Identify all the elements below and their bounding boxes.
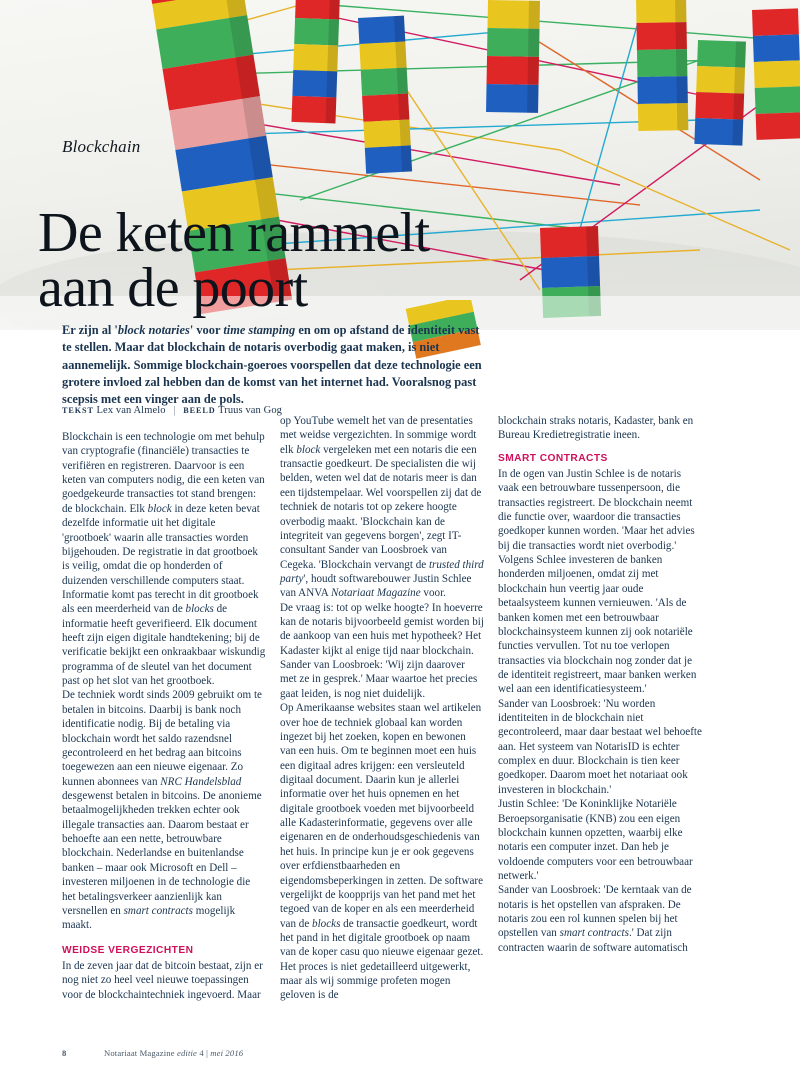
article-body xyxy=(62,415,742,1030)
footer-date: mei 2016 xyxy=(210,1048,244,1058)
headline-line-1: De keten rammelt xyxy=(38,201,430,264)
column-2 xyxy=(280,414,484,1003)
section-heading-smart-contracts: SMART CONTRACTS xyxy=(498,452,608,464)
col1-paragraph-1: Blockchain is een technologie om met behulp van cryptografie (financiële) transacties te verifiëren en registreren. Daarvoor is een keten van computers nodig, die een keten van goedgekeurde transacties tot stand brengen: de blockchain. Elk block in deze keten bevat dezelfde informatie uit het digitale 'grootboek' waarin alle transacties worden bijgehouden. De registratie in dat grootboek is veilig, omdat die op honderden of duizenden verschillende computers staat. Informatie komt pas terecht in dit grootboek als een meerderheid van de blocks de informatie heeft geverifieerd. Elk document heeft zijn eigen digitale handtekening; bij de verificatie bekijkt een onkraakbaar wiskundig programma of de sleutel van het document past op het slot van het grootboek. xyxy=(62,431,266,688)
headline-line-2: aan de poort xyxy=(38,256,308,319)
col3-paragraph-2: Sander van Loosbroek: 'Nu worden identiteiten in de blockchain niet gecontroleerd, maar daar bestaat wel behoefte aan. Het systeem van NotarisID is echter complex en duur. Blockchain is tien keer goedkoper. Daarom moet het notariaat ook investeren in blockchain.' xyxy=(498,697,702,796)
col1-paragraph-2: De techniek wordt sinds 2009 gebruikt om te betalen in bitcoins. Daarbij is bank noch identificatie nodig. Bij de betaling via blockchain wordt het saldo razendsnel gecontroleerd en het bedrag aan bitcoins toegewezen aan een nieuwe eigenaar. Zo kunnen abonnees van NRC Handelsblad desgewenst betalen in bitcoins. De anonieme betaalmogelijkheden trekken echter ook illegale transacties aan. Daarom bestaat er behoefte aan een nette, betrouwbare blockchain. Nederlandse en buitenlandse banken – maar ook Microsoft en Dell – investeren miljoenen in de technologie die het betalingsverkeer aanzienlijk kan versnellen en smart contracts mogelijk maakt. xyxy=(62,689,262,932)
byline-photo-author: Truus van Gog xyxy=(218,405,283,416)
footer-issue-label: editie xyxy=(177,1048,198,1058)
column-1 xyxy=(62,430,266,1002)
col1-paragraph-3: In de zeven jaar dat de bitcoin bestaat, zijn er nog niet zo heel veel nieuwe toepassingen voor de blockchaintechniek ingevoerd. Maar xyxy=(62,959,263,1001)
article-kicker: Blockchain xyxy=(62,137,141,156)
col2-paragraph-1: op YouTube wemelt het van de presentaties met weidse vergezichten. In sommige wordt elk block vergeleken met een notaris die een transactie goedkeurt. De specialisten die wij belden, weten wel dat de notaris meer is dan een tijdstempelaar. Wel voorspellen zij dat de techniek de notaris tot op zekere hoogte overbodig maakt. 'Blockchain kan de integriteit van gegevens borgen', zegt IT-consultant Sander van Loosbroek van Cegeka. 'Blockchain vervangt de trusted third party', houdt softwarebouwer Justin Schlee van ANVA Notariaat Magazine voor. xyxy=(280,415,484,600)
page-footer xyxy=(62,1048,742,1058)
byline-text-author: Lex van Almelo xyxy=(96,405,166,416)
col2-paragraph-3: Op Amerikaanse websites staan wel artikelen over hoe de techniek globaal kan worden ingezet bij het zoeken, kopen en bewonen van een huis. Om te beginnen moet een huis een digitaal adres krijgen: een versleuteld digitaal document. Daarin kun je allerlei informatie over het huis opnemen en het digitale grootboek voeden met bijvoorbeeld alle Kadasterinformatie, gegevens over alle eigenaren en de onderhoudsgeschiedenis van het huis. In principe kun je er ook gegevens over erfdienstbaarheden en eigendomsbeperkingen in zetten. De software vergelijkt de koopprijs van het pand met het tegoed van de koper en als een meerderheid van de blocks de transactie goedkeurt, wordt het pand in het digitale grootboek op naam van de koper casu quo nieuwe eigenaar gezet. Het proces is niet gedetailleerd uitgewerkt, maar als wij sommige profeten mogen geloven is de xyxy=(280,702,484,1002)
col3-paragraph-4: Sander van Loosbroek: 'De kerntaak van de notaris is het opstellen van afspraken. De notaris zou een rol kunnen spelen bij het opstellen van smart contracts.' Dat zijn contracten waarin de software automatisch xyxy=(498,884,692,954)
col3-paragraph-1: In de ogen van Justin Schlee is de notaris vaak een betrouwbare tussenpersoon, die transacties registreert. De blockchain neemt die functie over, waardoor die transacties goedkoper kunnen worden. 'Maar het advies bij die transacties wordt niet overbodig.' Volgens Schlee investeren de banken honderden miljoenen, omdat zij met blockchain hun veertig jaar oude betaalsysteem kunnen vernieuwen. 'Als de banken komen met een betrouwbaar blockchainsysteem kunnen zij ook notariële functies vervullen. Tot nu toe verlopen transacties via blockchain nog zonder dat je de identiteit registreert, maar banken werken wel aan een identificatiesysteem.' xyxy=(498,467,697,696)
section-heading-weidse-vergezichten: WEIDSE VERGEZICHTEN xyxy=(62,944,194,956)
page-number: 8 xyxy=(62,1048,67,1058)
footer-publication: Notariaat Magazine xyxy=(104,1048,175,1058)
page-title xyxy=(38,201,558,319)
article-lead: Er zijn al 'block notaries' voor time stamping en om op afstand de identiteit vast te stellen. Maar dat blockchain de notaris overbodig gaat maken, is niet aannemelijk. Sommige blockchain-goeroes voorspellen dat deze technologie een grotere invloed zal hebben dan de komst van het internet had. Vooralsnog past scepsis met een vinger aan de pols. xyxy=(62,323,482,407)
byline-photo-label: BEELD xyxy=(183,406,216,415)
byline-text-label: TEKST xyxy=(62,406,94,415)
col2-paragraph-2: De vraag is: tot op welke hoogte? In hoeverre kan de notaris bijvoorbeeld gemist worden bij de aankoop van een huis met hypotheek? Het Kadaster kijkt al enige tijd naar blockchain. Sander van Loosbroek: 'Wij zijn daarover met ze in gesprek.' Maar waartoe het precies gaat leiden, is nog niet duidelijk. xyxy=(280,601,484,700)
column-3 xyxy=(498,414,702,955)
footer-issue-number: 4 | xyxy=(199,1048,208,1058)
byline-separator: | xyxy=(173,405,176,416)
col3-paragraph-0: blockchain straks notaris, Kadaster, bank en Bureau Kredietregistratie ineen. xyxy=(498,415,694,442)
col3-paragraph-3: Justin Schlee: 'De Koninklijke Notariële Beroepsorganisatie (KNB) zou een eigen blockchain kunnen opzetten, waarbij elke notaris een computer inzet. Dan heb je voldoende computers voor een betrouwbaar netwerk.' xyxy=(498,798,693,882)
